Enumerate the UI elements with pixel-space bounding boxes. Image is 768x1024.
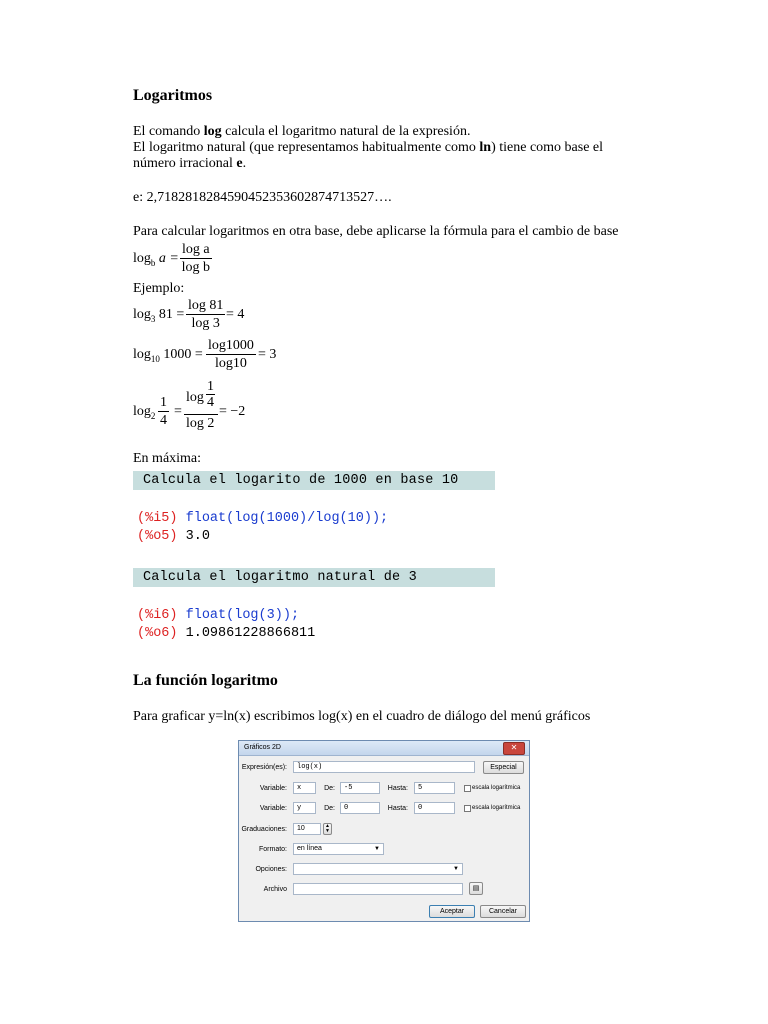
subscript: b <box>150 257 156 268</box>
graficar-paragraph: Para graficar y=ln(x) escribimos log(x) en el cuadro de diálogo del menú gráficos <box>133 709 591 724</box>
archivo-input[interactable] <box>293 883 463 895</box>
text: 81 = <box>155 307 185 322</box>
subscript: 2 <box>150 410 156 421</box>
e-value: e: 2,71828182845904523536028747135​27…. <box>133 190 392 205</box>
hasta2-label: Hasta: <box>387 805 408 812</box>
grad-stepper[interactable]: ▲ ▼ <box>323 823 332 835</box>
denominator: 4 <box>160 413 167 428</box>
change-base-text: Para calcular logaritmos en otra base, debe aplicarse la fórmula para el cambio de base <box>133 224 619 239</box>
numerator: log1000 <box>208 338 254 353</box>
input-code: float(log(1000)/log(10)); <box>185 511 389 526</box>
opciones-label: Opciones: <box>255 866 287 873</box>
grad-label: Graduaciones: <box>241 826 287 833</box>
formula-log10-result: = 3 <box>258 347 277 362</box>
text: log <box>186 390 204 405</box>
cancelar-button[interactable]: Cancelar <box>480 905 526 918</box>
formula-log3-lhs <box>133 307 184 324</box>
opciones-select[interactable] <box>293 863 463 875</box>
denominator: 4 <box>207 395 214 410</box>
expr-label: Expresión(es): <box>241 764 287 771</box>
chevron-down-icon: ▼ <box>453 866 459 872</box>
maxima-comment-1: Calcula el logarito de 1000 en base 10 <box>133 471 495 490</box>
hasta1-input[interactable]: 5 <box>414 782 455 794</box>
folder-icon[interactable]: ▤ <box>469 882 483 895</box>
formula-log2-numerator <box>184 380 218 415</box>
hasta2-input[interactable]: 0 <box>414 802 455 814</box>
keyword-e: e <box>236 156 243 171</box>
numerator: 1 <box>160 395 167 410</box>
text: calcula el logaritmo natural de la expresión. <box>221 124 471 139</box>
archivo-label: Archivo <box>263 886 287 893</box>
dialog-titlebar <box>239 741 529 756</box>
text: número irracional <box>133 156 237 171</box>
input-tag: (%i5) <box>137 511 178 526</box>
formula-change-base-fraction <box>180 242 212 276</box>
close-icon[interactable]: ✕ <box>503 742 525 755</box>
text: El logaritmo natural (que representamos habitualmente como <box>133 140 480 155</box>
formula-change-base-lhs <box>133 251 179 268</box>
output-value: 1.09861228866811 <box>185 626 316 641</box>
formato-select[interactable] <box>293 843 384 855</box>
var1-label: Variable: <box>259 785 287 792</box>
section-title-logaritmos: Logaritmos <box>133 87 213 104</box>
formula-log2-result: = −2 <box>219 404 246 419</box>
output-value: 3.0 <box>185 529 210 544</box>
var2-input[interactable]: y <box>293 802 316 814</box>
maxima-output-1 <box>137 529 210 544</box>
input-code: float(log(3)); <box>185 608 300 623</box>
text: El comando <box>133 124 204 139</box>
output-tag: (%o6) <box>137 626 178 641</box>
en-maxima-label: En máxima: <box>133 451 202 466</box>
aceptar-button[interactable]: Aceptar <box>429 905 475 918</box>
formula-log10-fraction <box>206 338 256 372</box>
numerator: 1 <box>207 379 214 394</box>
log-scale-checkbox-1[interactable] <box>464 785 471 792</box>
hasta1-label: Hasta: <box>387 785 408 792</box>
text: log <box>133 307 151 322</box>
denominator: log 3 <box>191 316 220 331</box>
var1-input[interactable]: x <box>293 782 316 794</box>
section-title-funcion-logaritmo: La función logaritmo <box>133 672 278 689</box>
grad-input[interactable]: 10 <box>293 823 321 835</box>
text: log <box>133 404 151 419</box>
text: 1000 = <box>159 347 203 362</box>
formula-log2-denominator: log 2 <box>186 416 215 431</box>
text: log <box>133 347 151 362</box>
numerator: log 81 <box>188 298 224 313</box>
subscript: 10 <box>150 353 160 364</box>
log-scale-label-2: escala logarítmica <box>472 805 521 811</box>
denominator: log10 <box>215 356 247 371</box>
maxima-input-2 <box>137 608 299 623</box>
keyword-log: log <box>203 124 222 139</box>
de2-input[interactable]: 0 <box>340 802 380 814</box>
input-tag: (%i6) <box>137 608 178 623</box>
maxima-output-2 <box>137 626 315 641</box>
expr-input[interactable]: log(x) <box>293 761 475 773</box>
formula-log2-lhs <box>133 404 155 421</box>
formula-log2-equals: = <box>174 404 182 419</box>
numerator: log a <box>182 242 210 257</box>
formato-label: Formato: <box>258 846 287 853</box>
text: log <box>133 251 151 266</box>
maxima-comment-2: Calcula el logaritmo natural de 3 <box>133 568 495 587</box>
var2-label: Variable: <box>259 805 287 812</box>
log-scale-label-1: escala logarítmica <box>472 785 521 791</box>
text: ) tiene como base el <box>491 140 604 155</box>
text: . <box>242 156 247 171</box>
chevron-down-icon: ▼ <box>374 846 380 852</box>
de1-label: De: <box>324 785 335 792</box>
formula-log3-result: = 4 <box>226 307 245 322</box>
formula-log10-lhs <box>133 347 203 364</box>
keyword-ln: ln <box>479 140 492 155</box>
log-scale-checkbox-2[interactable] <box>464 805 471 812</box>
de2-label: De: <box>324 805 335 812</box>
formato-value: en línea <box>297 845 322 852</box>
dialog-title: Gráficos 2D <box>244 744 281 751</box>
subscript: 3 <box>150 313 156 324</box>
formula-log3-fraction <box>186 298 225 332</box>
ejemplo-label: Ejemplo: <box>133 281 185 296</box>
intro-paragraph <box>133 124 693 172</box>
output-tag: (%o5) <box>137 529 178 544</box>
formula-log2-arg-fraction <box>158 395 169 429</box>
graficos-2d-dialog <box>238 740 530 922</box>
especial-button[interactable]: Especial <box>483 761 524 774</box>
denominator: log b <box>181 260 210 275</box>
de1-input[interactable]: -5 <box>340 782 380 794</box>
maxima-input-1 <box>137 511 388 526</box>
text: a = <box>155 251 179 266</box>
